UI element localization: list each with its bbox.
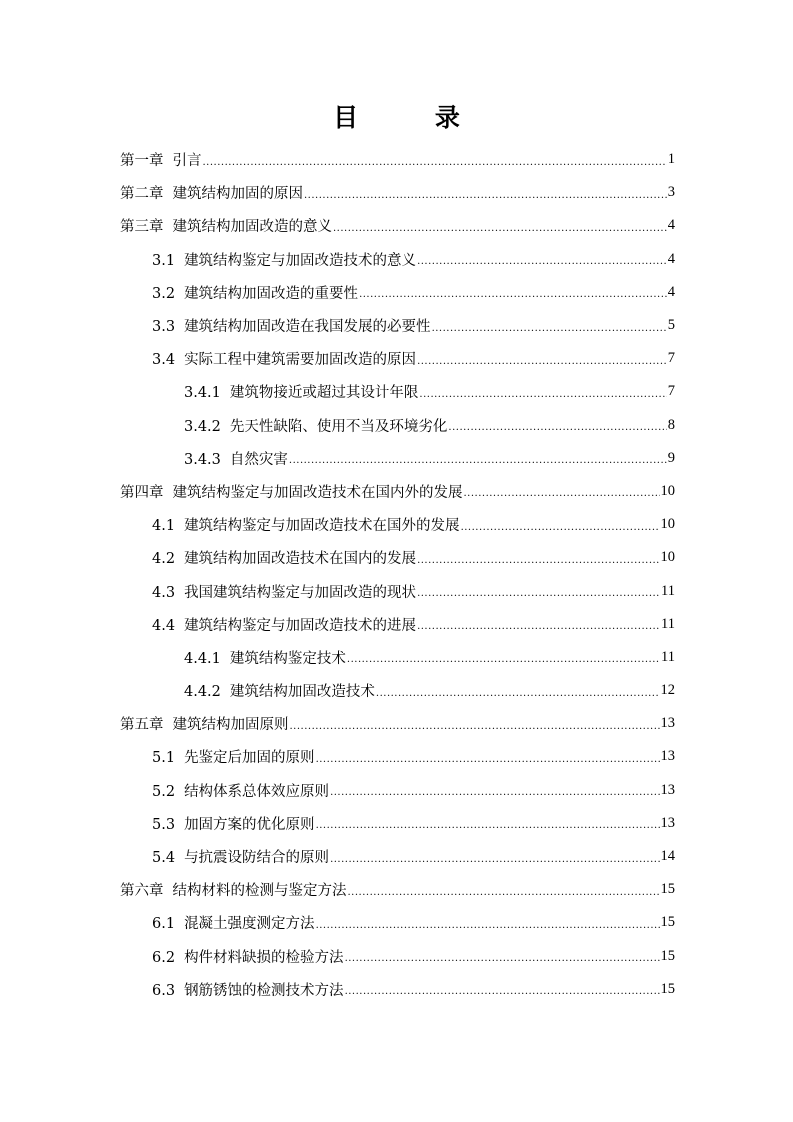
toc-entry-page: 4: [667, 250, 675, 267]
toc-entry-text: 与抗震设防结合的原则: [184, 850, 330, 867]
toc-entry-number: 4.4.2: [184, 684, 221, 701]
toc-entry[interactable]: [120, 840, 675, 873]
toc-entry[interactable]: [120, 243, 675, 276]
toc-entry-label: [120, 215, 332, 236]
toc-entry-label: [152, 249, 416, 270]
dot-leader: [330, 854, 659, 866]
toc-entry-number: 4.4.1: [184, 650, 221, 667]
toc-entry-number: 3.2: [152, 285, 176, 302]
toc-entry-page: 11: [661, 615, 675, 632]
dot-leader: [333, 223, 667, 235]
toc-entry[interactable]: [120, 176, 675, 209]
table-of-contents: [120, 143, 675, 1006]
toc-entry-page: 15: [660, 947, 675, 964]
toc-entry-text: 结构材料的检测与鉴定方法: [172, 883, 347, 900]
dot-leader: [316, 820, 660, 832]
toc-entry-page: 15: [660, 881, 675, 898]
toc-entry-page: 10: [660, 516, 675, 533]
toc-entry-label: [184, 381, 418, 402]
toc-entry-label: [152, 282, 358, 303]
toc-entry-page: 11: [661, 582, 675, 599]
toc-entry-label: [152, 348, 416, 369]
toc-entry[interactable]: [120, 906, 675, 939]
toc-entry-number: 4.3: [152, 584, 176, 601]
toc-entry-number: 第一章: [120, 153, 164, 170]
toc-entry-text: 建筑结构加固改造技术在国内的发展: [184, 551, 417, 568]
toc-entry-number: 6.1: [152, 916, 176, 933]
toc-entry[interactable]: [120, 807, 675, 840]
toc-entry-number: 5.1: [152, 750, 176, 767]
toc-entry-label: [152, 979, 344, 1000]
toc-entry-text: 我国建筑结构鉴定与加固改造的现状: [184, 584, 417, 601]
toc-entry-number: 4.1: [152, 518, 176, 535]
dot-leader: [461, 522, 660, 534]
dot-leader: [345, 953, 660, 965]
toc-entry-text: 先天性缺陷、使用不当及环境劣化: [229, 418, 448, 435]
toc-entry[interactable]: [120, 641, 675, 674]
toc-entry-number: 第五章: [120, 717, 164, 734]
toc-entry-page: 7: [667, 383, 675, 400]
toc-entry-text: 建筑结构加固改造技术: [229, 684, 375, 701]
toc-entry[interactable]: [120, 973, 675, 1006]
toc-entry[interactable]: [120, 574, 675, 607]
toc-entry-page: 12: [660, 682, 675, 699]
toc-entry-page: 13: [660, 781, 675, 798]
toc-entry-text: 建筑结构鉴定与加固改造技术在国外的发展: [184, 518, 460, 535]
toc-entry-label: [152, 780, 329, 801]
toc-entry-page: 8: [667, 416, 675, 433]
toc-entry[interactable]: [120, 740, 675, 773]
toc-entry-label: [152, 547, 416, 568]
toc-entry-label: [120, 149, 202, 170]
toc-entry-text: 钢筋锈蚀的检测技术方法: [184, 982, 344, 999]
toc-entry[interactable]: [120, 309, 675, 342]
toc-entry-page: 5: [667, 317, 675, 334]
toc-entry-number: 3.3: [152, 319, 176, 336]
toc-entry-page: 13: [660, 814, 675, 831]
toc-entry-text: 构件材料缺损的检验方法: [184, 949, 344, 966]
dot-leader: [348, 887, 660, 899]
dot-leader: [316, 754, 660, 766]
toc-entry-text: 引言: [172, 153, 202, 170]
dot-leader: [316, 920, 660, 932]
toc-entry[interactable]: [120, 409, 675, 442]
toc-entry[interactable]: [120, 608, 675, 641]
toc-entry[interactable]: [120, 475, 675, 508]
toc-entry-page: 13: [660, 748, 675, 765]
toc-entry-label: [152, 581, 416, 602]
toc-entry-page: 4: [667, 283, 675, 300]
dot-leader: [417, 256, 667, 268]
toc-entry-label: [152, 746, 315, 767]
toc-entry[interactable]: [120, 674, 675, 707]
toc-entry-text: 建筑结构鉴定与加固改造技术的意义: [184, 252, 417, 269]
dot-leader: [417, 555, 659, 567]
toc-entry-number: 3.1: [152, 252, 176, 269]
toc-entry-number: 4.2: [152, 551, 176, 568]
toc-entry-number: 3.4.1: [184, 385, 221, 402]
toc-entry-text: 建筑结构鉴定与加固改造技术的进展: [184, 617, 417, 634]
toc-entry-label: [184, 647, 346, 668]
toc-entry-number: 5.4: [152, 850, 176, 867]
toc-entry-page: 13: [660, 715, 675, 732]
toc-entry[interactable]: [120, 707, 675, 740]
dot-leader: [290, 721, 660, 733]
toc-entry[interactable]: [120, 209, 675, 242]
dot-leader: [359, 289, 667, 301]
toc-entry[interactable]: [120, 143, 675, 176]
toc-entry-text: 建筑物接近或超过其设计年限: [229, 385, 419, 402]
toc-entry-number: 3.4.3: [184, 451, 221, 468]
toc-entry-label: [120, 481, 463, 502]
toc-entry-number: 5.3: [152, 816, 176, 833]
toc-entry-label: [152, 315, 431, 336]
toc-entry[interactable]: [120, 541, 675, 574]
toc-entry-page: 3: [667, 184, 675, 201]
toc-entry-text: 混凝土强度测定方法: [184, 916, 315, 933]
toc-entry-label: [120, 879, 347, 900]
dot-leader: [203, 157, 667, 169]
dot-leader: [464, 488, 660, 500]
toc-entry-text: 建筑结构加固的原因: [172, 186, 303, 203]
toc-entry-page: 10: [660, 549, 675, 566]
toc-entry[interactable]: [120, 508, 675, 541]
toc-entry-label: [152, 912, 315, 933]
toc-entry-text: 加固方案的优化原则: [184, 816, 315, 833]
toc-entry-label: [184, 680, 375, 701]
toc-entry[interactable]: [120, 774, 675, 807]
dot-leader: [304, 190, 667, 202]
dot-leader: [289, 455, 667, 467]
dot-leader: [345, 986, 660, 998]
toc-entry-label: [120, 182, 303, 203]
toc-entry-number: 第三章: [120, 219, 164, 236]
toc-entry-text: 自然灾害: [229, 451, 288, 468]
toc-entry-label: [120, 713, 289, 734]
toc-entry-text: 建筑结构加固原则: [172, 717, 289, 734]
dot-leader: [448, 422, 666, 434]
toc-entry-text: 先鉴定后加固的原则: [184, 750, 315, 767]
toc-entry-label: [184, 415, 447, 436]
toc-entry-number: 6.2: [152, 949, 176, 966]
toc-entry-page: 4: [667, 217, 675, 234]
dot-leader: [330, 787, 659, 799]
toc-entry-label: [152, 614, 416, 635]
toc-entry-number: 3.4.2: [184, 418, 221, 435]
toc-entry-text: 建筑结构加固改造的重要性: [184, 285, 359, 302]
toc-entry-page: 1: [667, 151, 675, 168]
toc-entry-number: 5.2: [152, 783, 176, 800]
toc-entry[interactable]: [120, 940, 675, 973]
toc-entry[interactable]: [120, 276, 675, 309]
dot-leader: [347, 654, 660, 666]
toc-entry-label: [184, 448, 288, 469]
toc-entry-text: 结构体系总体效应原则: [184, 783, 330, 800]
dot-leader: [417, 588, 660, 600]
toc-entry-number: 4.4: [152, 617, 176, 634]
toc-entry-label: [152, 514, 460, 535]
toc-entry-number: 3.4: [152, 352, 176, 369]
toc-entry-page: 10: [660, 482, 675, 499]
toc-entry-page: 14: [660, 848, 675, 865]
toc-title: 目 录: [333, 103, 494, 132]
toc-entry-page: 9: [667, 449, 675, 466]
toc-entry-text: 建筑结构加固改造在我国发展的必要性: [184, 319, 431, 336]
toc-entry-number: 第二章: [120, 186, 164, 203]
toc-entry-page: 11: [661, 648, 675, 665]
dot-leader: [417, 621, 660, 633]
toc-entry-page: 15: [660, 914, 675, 931]
toc-entry-number: 第六章: [120, 883, 164, 900]
toc-entry-number: 第四章: [120, 484, 164, 501]
toc-entry-number: 6.3: [152, 982, 176, 999]
toc-entry-label: [152, 946, 344, 967]
toc-entry-label: [152, 846, 329, 867]
toc-entry[interactable]: [120, 873, 675, 906]
toc-entry-page: 15: [660, 980, 675, 997]
toc-entry[interactable]: [120, 342, 675, 375]
toc-entry-text: 实际工程中建筑需要加固改造的原因: [184, 352, 417, 369]
toc-entry-label: [152, 813, 315, 834]
dot-leader: [419, 389, 666, 401]
toc-entry-text: 建筑结构加固改造的意义: [172, 219, 332, 236]
toc-entry-page: 7: [667, 350, 675, 367]
dot-leader: [376, 688, 660, 700]
dot-leader: [432, 323, 667, 335]
toc-entry-text: 建筑结构鉴定与加固改造技术在国内外的发展: [172, 484, 463, 501]
dot-leader: [417, 356, 667, 368]
toc-entry[interactable]: [120, 375, 675, 408]
toc-entry[interactable]: [120, 442, 675, 475]
toc-entry-text: 建筑结构鉴定技术: [229, 650, 346, 667]
